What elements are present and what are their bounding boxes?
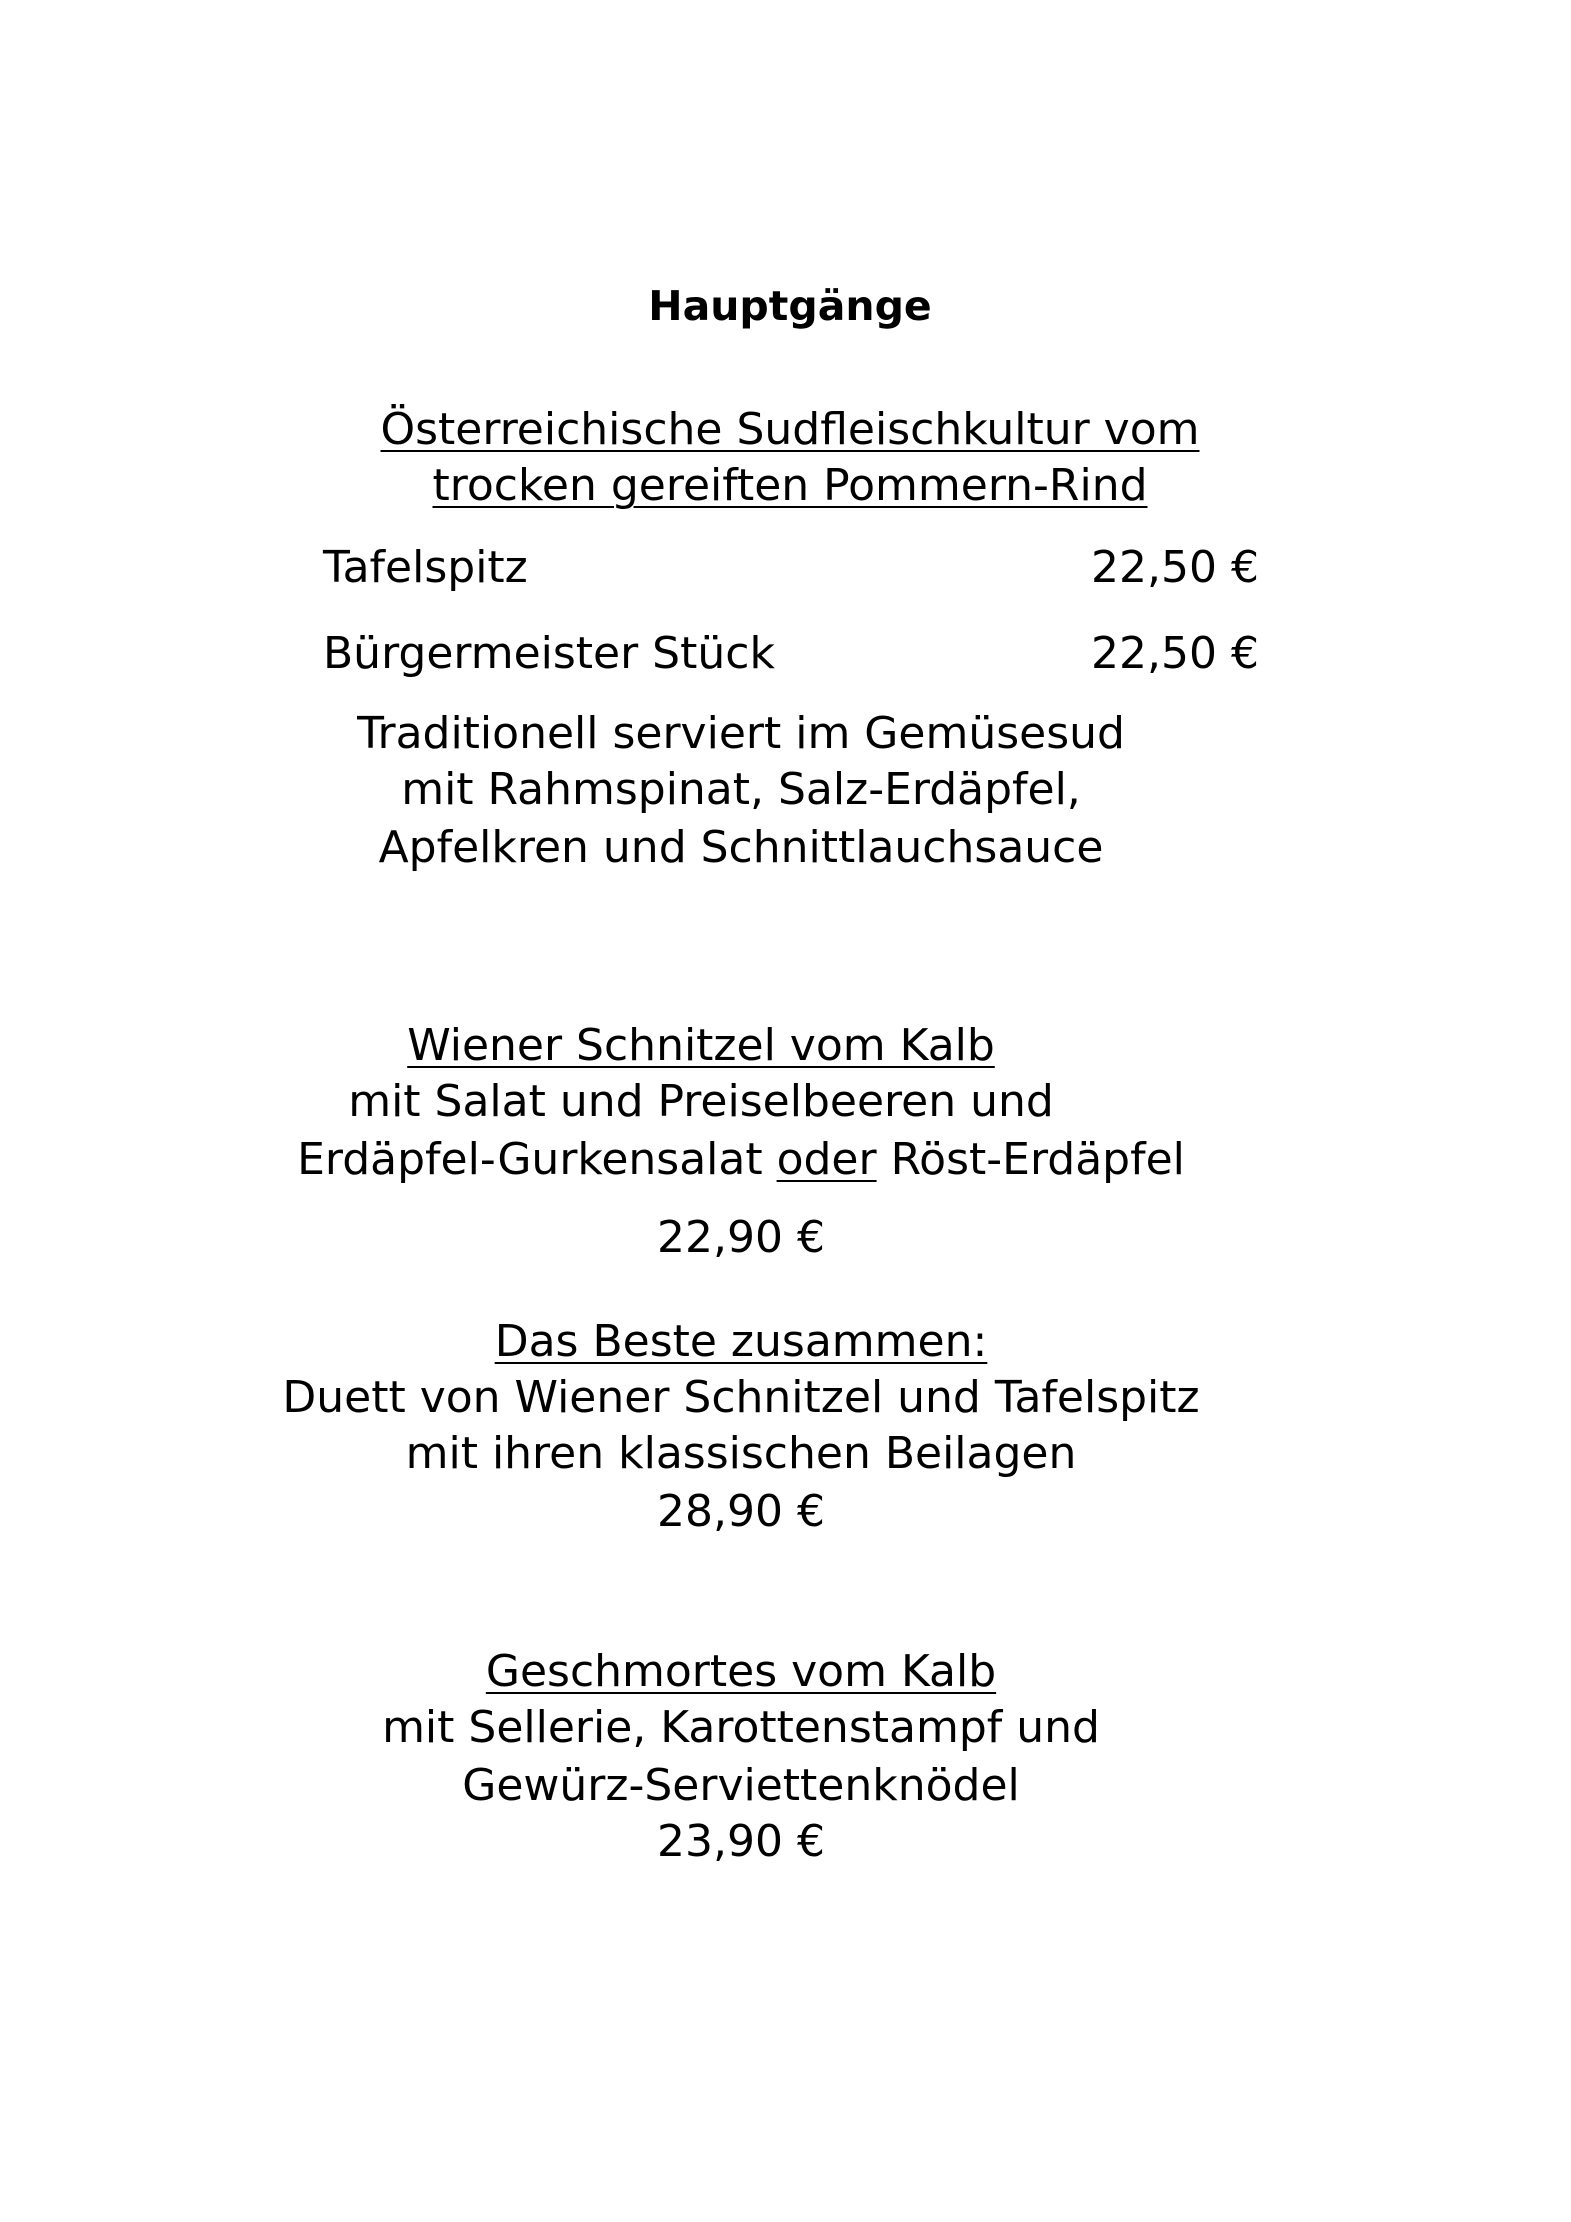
duett-price: 28,90 € xyxy=(657,1486,825,1537)
schnitzel-heading: Wiener Schnitzel vom Kalb xyxy=(407,1020,995,1071)
sudfleisch-description-line3: Apfelkren und Schnittlauchsauce xyxy=(378,822,1104,873)
duett-description-line2: mit ihren klassischen Beilagen xyxy=(405,1428,1077,1479)
sudfleisch-heading-line1: Österreichische Sudfleischkultur vom xyxy=(380,404,1200,455)
sudfleisch-description-line1: Traditionell serviert im Gemüsesud xyxy=(357,708,1125,759)
geschmortes-description-line2: Gewürz-Serviettenknödel xyxy=(462,1760,1020,1811)
geschmortes-heading: Geschmortes vom Kalb xyxy=(485,1646,997,1697)
schnitzel-line2-start: Erdäpfel-Gurkensalat xyxy=(297,1134,777,1185)
duett-heading: Das Beste zusammen: xyxy=(494,1316,988,1367)
schnitzel-line2-end: Röst-Erdäpfel xyxy=(876,1134,1185,1185)
geschmortes-price: 23,90 € xyxy=(657,1816,825,1867)
item-name-buergermeister-stueck: Bürgermeister Stück xyxy=(323,628,775,679)
page-title: Hauptgänge xyxy=(648,282,932,330)
geschmortes-description-line1: mit Sellerie, Karottenstampf und xyxy=(382,1702,1100,1753)
sudfleisch-description-line2: mit Rahmspinat, Salz-Erdäpfel, xyxy=(401,764,1081,815)
schnitzel-description-line2 xyxy=(297,1134,1185,1185)
schnitzel-description-line1: mit Salat und Preiselbeeren und xyxy=(348,1076,1054,1127)
item-name-tafelspitz: Tafelspitz xyxy=(323,542,528,593)
sudfleisch-heading-line2: trocken gereiften Pommern-Rind xyxy=(432,460,1148,511)
schnitzel-line2-oder: oder xyxy=(776,1134,877,1185)
item-price-tafelspitz: 22,50 € xyxy=(1091,542,1259,593)
item-price-buergermeister-stueck: 22,50 € xyxy=(1091,628,1259,679)
schnitzel-price: 22,90 € xyxy=(657,1212,825,1263)
duett-description-line1: Duett von Wiener Schnitzel und Tafelspitz xyxy=(282,1372,1200,1423)
